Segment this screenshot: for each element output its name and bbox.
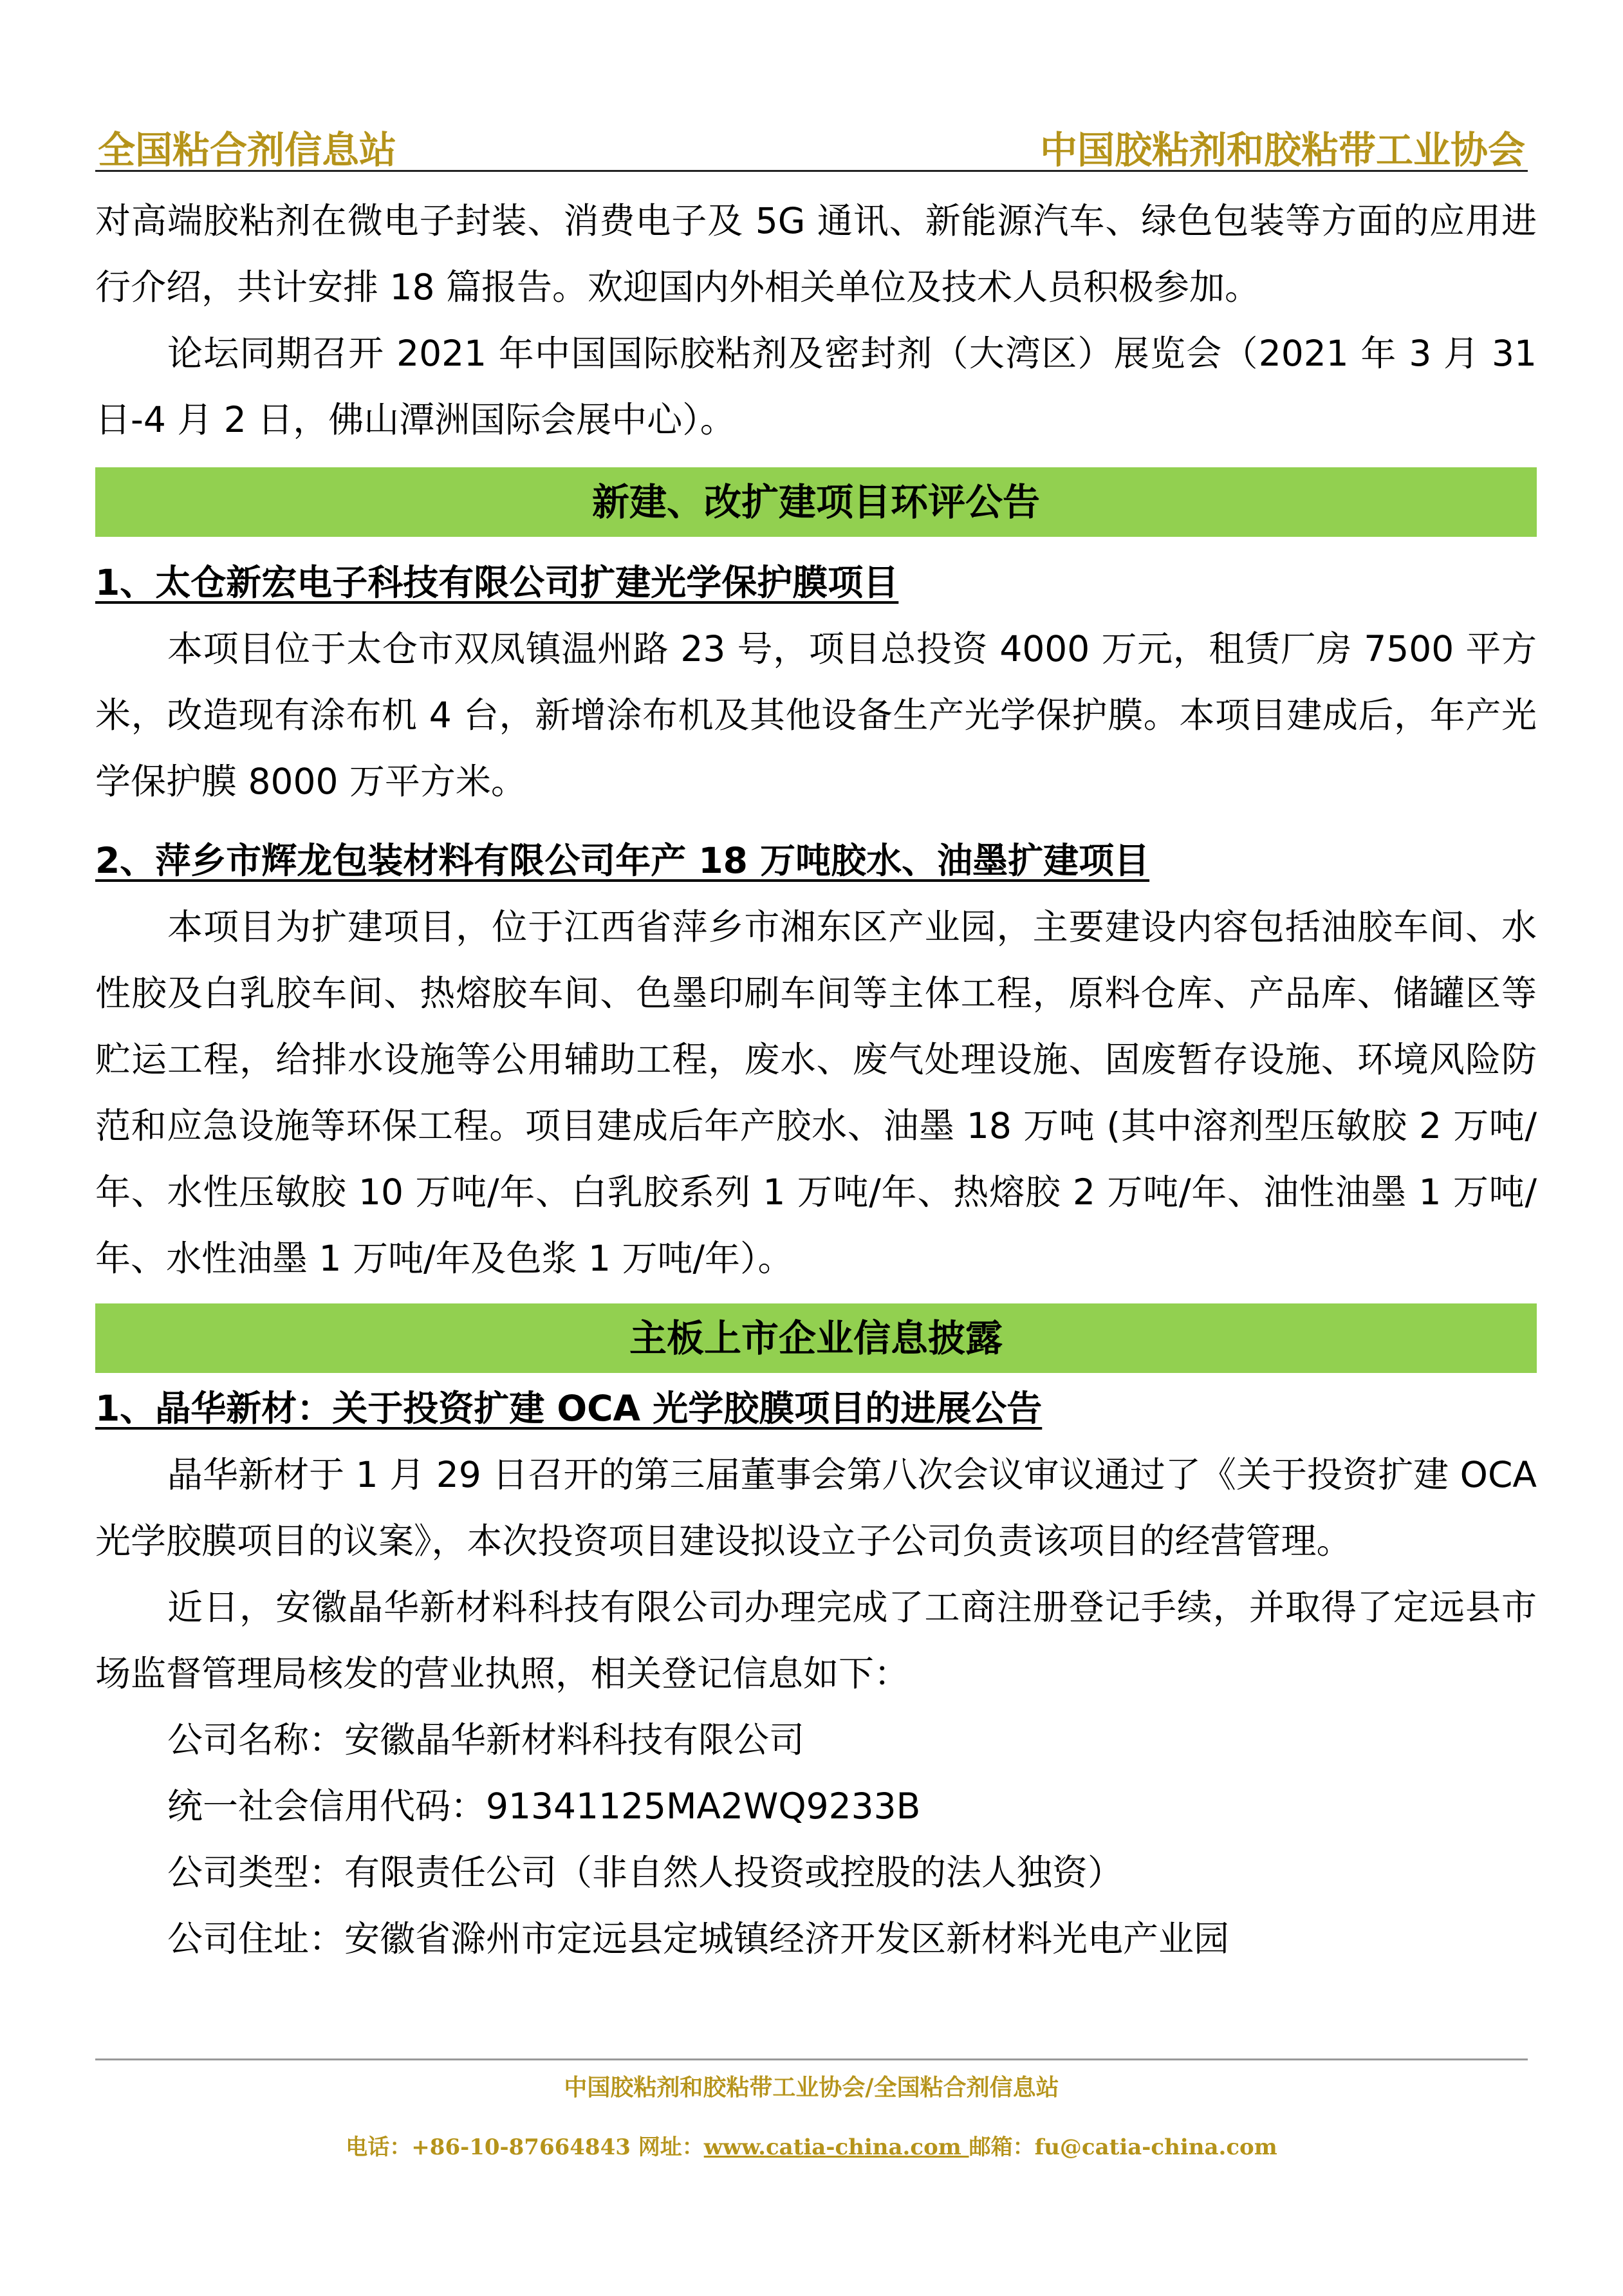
disclosure-paragraph-1: 晶华新材于 1 月 29 日召开的第三届董事会第八次会议审议通过了《关于投资扩建 OCA 光学胶膜项目的议案》，本次投资项目建设拟设立子公司负责该项目的经营管理。 <box>95 1454 1537 1562</box>
section-banner-eia: 新建、改扩建项目环评公告 <box>95 467 1537 537</box>
section-banner-disclosure: 主板上市企业信息披露 <box>95 1303 1537 1373</box>
item-heading-1 <box>95 550 1537 616</box>
page-footer <box>95 2058 1528 2161</box>
item-heading-disclosure-text: 1、晶华新材：关于投资扩建 OCA 光学胶膜项目的进展公告 <box>95 1388 1043 1429</box>
item-body-2: 本项目为扩建项目，位于江西省萍乡市湘东区产业园，主要建设内容包括油胶车间、水性胶及白乳胶车间、热熔胶车间、色墨印刷车间等主体工程，原料仓库、产品库、储罐区等贮运工程，给排水设施等公用辅助工程，废水、废气处理设施、固废暂存设施、环境风险防范和应急设施等环保工程。项目建成后年产胶水、油墨 18 万吨 (其中溶剂型压敏胶 2 万吨/年、水性压敏胶 10 万吨/年、白乳胶系列 1 万吨/年、热熔胶 2 万吨/年、油性油墨 1 万吨/年、水性油墨 1 万吨/年及色浆 1 万吨/年）。 <box>95 906 1537 1279</box>
page-content <box>95 188 1537 1972</box>
credit-code: 统一社会信用代码：91341125MA2WQ9233B <box>167 1786 921 1827</box>
intro-paragraph-1: 对高端胶粘剂在微电子封装、消费电子及 5G 通讯、新能源汽车、绿色包装等方面的应用进行介绍，共计安排 18 篇报告。欢迎国内外相关单位及技术人员积极参加。 <box>95 200 1537 308</box>
item-heading-disclosure <box>95 1376 1537 1442</box>
page-header <box>95 115 1528 172</box>
company-type: 公司类型：有限责任公司（非自然人投资或控股的法人独资） <box>167 1852 1124 1893</box>
footer-website-link[interactable]: www.catia-china.com <box>703 2134 969 2160</box>
header-right-title: 中国胶粘剂和胶粘带工业协会 <box>1039 128 1525 172</box>
item-heading-1-text: 1、太仓新宏电子科技有限公司扩建光学保护膜项目 <box>95 562 899 603</box>
company-address: 公司住址：安徽省滁州市定远县定城镇经济开发区新材料光电产业园 <box>167 1918 1230 1959</box>
footer-phone: 电话：+86-10-87664843 网址： <box>346 2134 704 2160</box>
intro-paragraph-2: 论坛同期召开 2021 年中国国际胶粘剂及密封剂（大湾区）展览会（2021 年 3 月 31 日-4 月 2 日，佛山潭洲国际会展中心）。 <box>95 333 1537 440</box>
disclosure-paragraph-2: 近日，安徽晶华新材料科技有限公司办理完成了工商注册登记手续，并取得了定远县市场监督管理局核发的营业执照，相关登记信息如下： <box>95 1587 1537 1694</box>
item-heading-2-text: 2、萍乡市辉龙包装材料有限公司年产 18 万吨胶水、油墨扩建项目 <box>95 840 1150 881</box>
header-left-title: 全国粘合剂信息站 <box>98 128 397 172</box>
item-heading-2 <box>95 828 1537 894</box>
item-body-1: 本项目位于太仓市双凤镇温州路 23 号，项目总投资 4000 万元，租赁厂房 7500 平方米，改造现有涂布机 4 台，新增涂布机及其他设备生产光学保护膜。本项目建成后，年产光学保护膜 8000 万平方米。 <box>95 628 1537 802</box>
footer-email: 邮箱：fu@catia-china.com <box>969 2134 1277 2160</box>
company-name: 公司名称：安徽晶华新材料科技有限公司 <box>167 1719 805 1760</box>
footer-org-line: 中国胶粘剂和胶粘带工业协会/全国粘合剂信息站 <box>564 2074 1059 2101</box>
footer-contact-line <box>95 2129 1528 2161</box>
